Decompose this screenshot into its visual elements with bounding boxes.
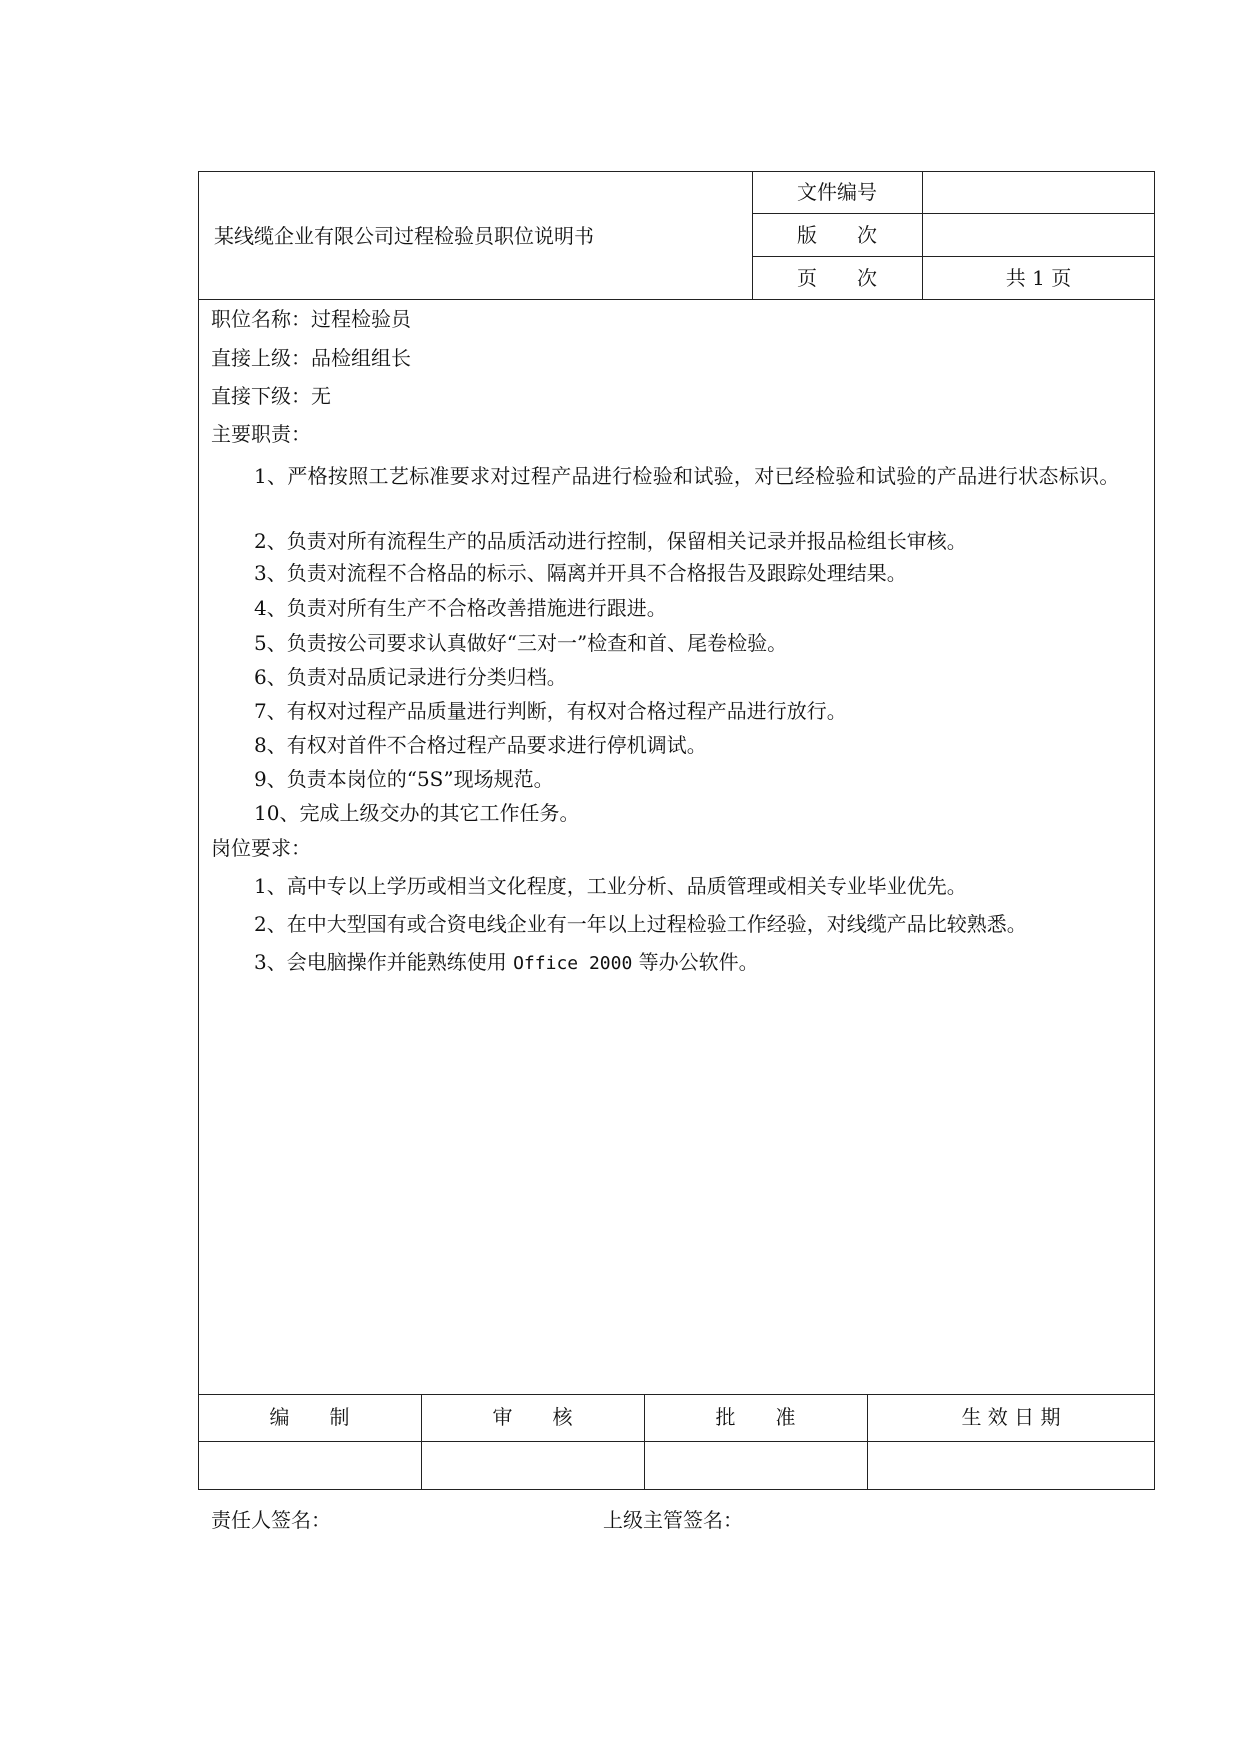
requirement-item: 1、高中专以上学历或相当文化程度，工业分析、品质管理或相关专业毕业优先。	[254, 874, 967, 898]
approved-label: 批 准	[715, 1405, 796, 1429]
duty-item: 7、有权对过程产品质量进行判断，有权对合格过程产品进行放行。	[254, 699, 847, 723]
requirement-item-prefix: 3、会电脑操作并能熟练使用	[254, 950, 507, 974]
duty-item: 8、有权对首件不合格过程产品要求进行停机调试。	[254, 733, 707, 757]
approval-mid-divider	[198, 1441, 1155, 1442]
effective-date-label: 生 效 日 期	[961, 1405, 1061, 1429]
direct-superior: 直接上级：品检组组长	[211, 346, 411, 370]
duties-heading: 主要职责：	[211, 422, 311, 446]
header-bottom-divider	[198, 299, 1155, 300]
duty-item: 6、负责对品质记录进行分类归档。	[254, 665, 567, 689]
prepared-label: 编 制	[269, 1405, 350, 1429]
document-title: 某线缆企业有限公司过程检验员职位说明书	[214, 224, 594, 248]
duty-item: 9、负责本岗位的“5S”现场规范。	[254, 767, 554, 791]
direct-subordinate: 直接下级：无	[211, 384, 331, 408]
responsible-signature-label: 责任人签名：	[211, 1508, 331, 1532]
supervisor-signature-label: 上级主管签名：	[603, 1508, 743, 1532]
duty-item: 4、负责对所有生产不合格改善措施进行跟进。	[254, 596, 667, 620]
requirement-item-suffix: 等办公软件。	[638, 950, 759, 974]
file-no-label: 文件编号	[797, 180, 877, 204]
requirement-item	[254, 950, 759, 976]
position-name: 职位名称：过程检验员	[211, 307, 411, 331]
reviewed-label: 审 核	[492, 1405, 573, 1429]
duty-item: 2、负责对所有流程生产的品质活动进行控制，保留相关记录并报品检组长审核。	[254, 529, 967, 553]
approval-top-divider	[198, 1394, 1155, 1395]
duty-item: 3、负责对流程不合格品的标示、隔离并开具不合格报告及跟踪处理结果。	[254, 561, 907, 585]
header-row-divider-1	[752, 213, 1155, 214]
header-row-divider-2	[752, 256, 1155, 257]
page-value: 共 1 页	[1005, 266, 1072, 290]
duty-item: 5、负责按公司要求认真做好“三对一”检查和首、尾卷检验。	[254, 631, 788, 655]
requirements-heading: 岗位要求：	[211, 836, 311, 860]
software-name: Office 2000	[513, 953, 633, 974]
edition-label: 版 次	[797, 223, 877, 247]
duty-item: 1、严格按照工艺标准要求对过程产品进行检验和试验，对已经检验和试验的产品进行状态标识。	[254, 464, 1120, 488]
duty-item: 10、完成上级交办的其它工作任务。	[254, 801, 580, 825]
page-label: 页 次	[797, 266, 877, 290]
requirement-item: 2、在中大型国有或合资电线企业有一年以上过程检验工作经验，对线缆产品比较熟悉。	[254, 912, 1027, 936]
